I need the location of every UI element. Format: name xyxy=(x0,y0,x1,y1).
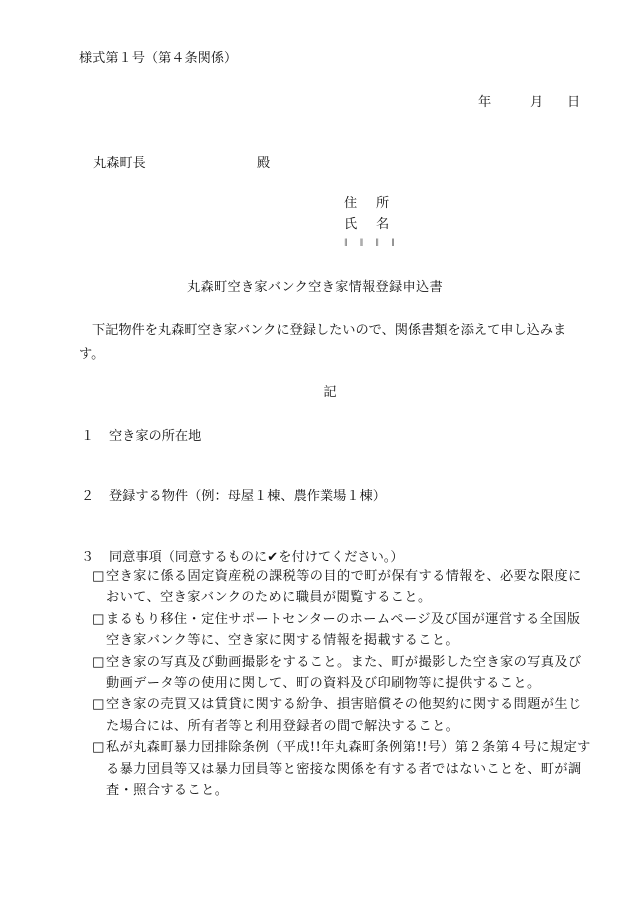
section-text: 空き家の所在地 xyxy=(109,429,202,444)
section-3 xyxy=(81,546,404,565)
date-month: 月 xyxy=(530,95,544,110)
consent-item xyxy=(92,652,592,695)
applicant-name-label: 氏 名 xyxy=(344,217,390,232)
form-number: 様式第１号（第４条関係） xyxy=(79,51,238,66)
consent-item xyxy=(92,737,592,801)
section-1 xyxy=(81,425,201,444)
consent-text: まるもり移住・定住サポートセンターのホームページ及び国が運営する全国版空き家バンク等に、空き家に関する情報を掲載すること。 xyxy=(106,611,581,649)
section-number: ３ xyxy=(81,550,95,565)
applicant-block xyxy=(344,193,389,235)
applicant-address-label: 住 所 xyxy=(344,196,390,211)
consent-checkbox[interactable]: □ xyxy=(92,697,105,713)
ki-heading: 記 xyxy=(323,385,337,400)
section-text: 登録する物件（例：母屋１棟、農作業場１棟） xyxy=(109,489,386,504)
section-number: １ xyxy=(81,429,95,444)
date-line xyxy=(478,91,580,110)
section-2 xyxy=(81,485,386,504)
consent-text: 空き家の写真及び動画撮影をすること。また、町が撮影した空き家の写真及び動画データ等の使用に関して、町の資料及び印刷物等に提供すること。 xyxy=(106,654,582,692)
intro-paragraph: 下記物件を丸森町空き家バンクに登録したいので、関係書類を添えて申し込みます。 xyxy=(79,323,567,362)
date-year: 年 xyxy=(478,95,492,110)
consent-item xyxy=(92,694,592,737)
consent-checkbox[interactable]: □ xyxy=(92,569,105,584)
document-title: 丸森町空き家バンク空き家情報登録申込書 xyxy=(187,280,443,295)
consent-checkbox[interactable]: □ xyxy=(92,654,105,670)
consent-text: 私が丸森町暴力団排除条例（平成!!年丸森町条例第!!号）第２条第４号に規定する暴力団員等又は暴力団員等と密接な関係を有する者ではないことを、町が調査・照合すること。 xyxy=(106,740,591,799)
consent-list xyxy=(92,566,592,801)
addressee-honorific: 殿 xyxy=(257,156,271,171)
consent-text: 空き家の売買又は賃貸に関する紛争、損害賠償その他契約に関する問題が生じた場合には、所有者等と利用登録者の間で解決すること。 xyxy=(106,697,582,734)
consent-checkbox[interactable]: □ xyxy=(92,740,105,756)
consent-checkbox[interactable]: □ xyxy=(92,611,105,627)
date-day: 日 xyxy=(567,95,581,110)
consent-item xyxy=(92,566,592,609)
section-number: ２ xyxy=(81,489,95,504)
addressee xyxy=(93,152,270,171)
section-text: 同意事項（同意するものに✔を付けてください。） xyxy=(109,550,404,565)
consent-text: 空き家に係る固定資産税の課税等の目的で町が保有する情報を、必要な限度において、空き家バンクのために職員が閲覧すること。 xyxy=(106,569,582,606)
seal-mark: ‖ ‖ ‖ ‖ xyxy=(344,238,400,246)
consent-item xyxy=(92,609,592,652)
addressee-mayor: 丸森町長 xyxy=(93,156,146,171)
